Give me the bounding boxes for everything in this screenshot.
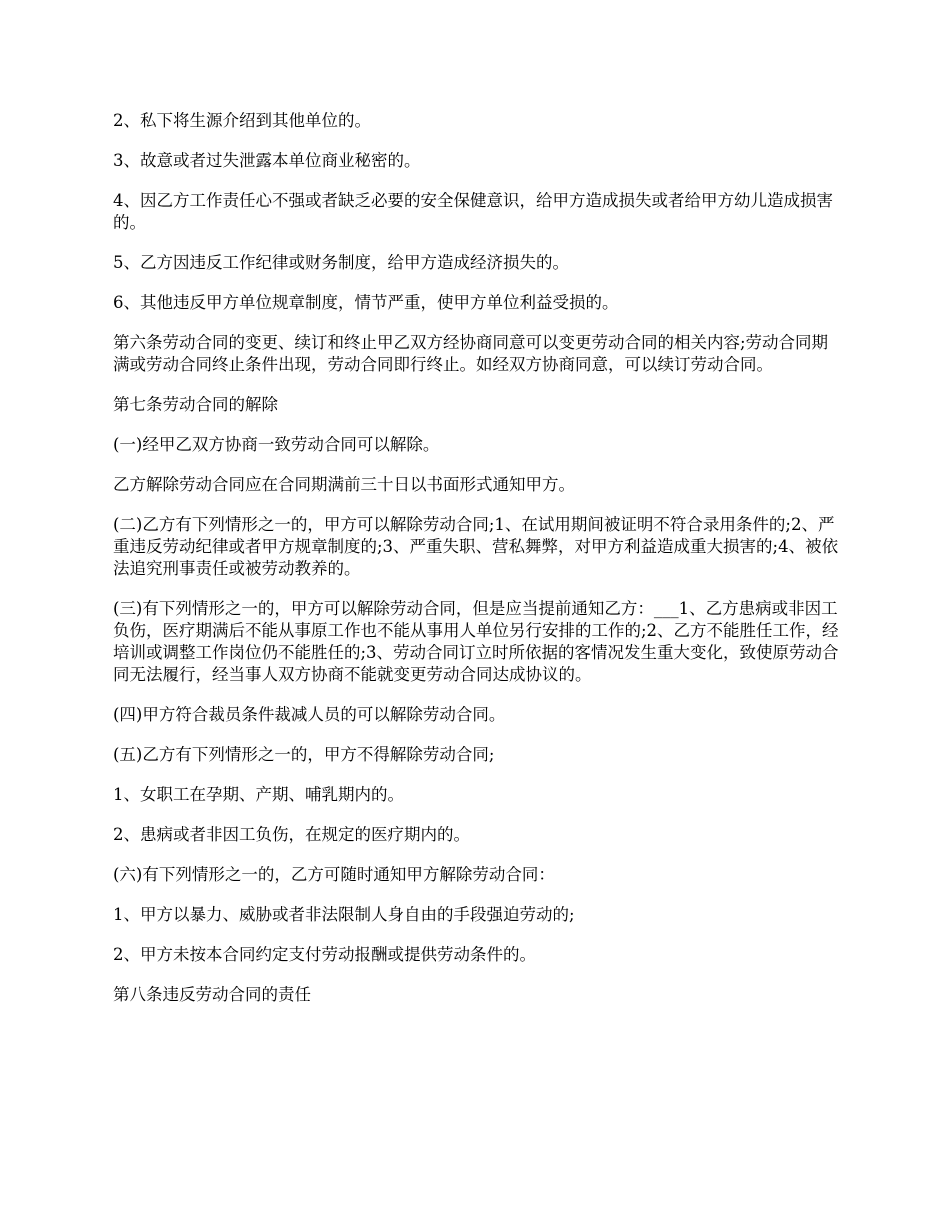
paragraph: (六)有下列情形之一的，乙方可随时通知甲方解除劳动合同： (113, 865, 555, 884)
paragraph: 5、乙方因违反工作纪律或财务制度，给甲方造成经济损失的。 (113, 253, 569, 272)
paragraph: 2、患病或者非因工负伤，在规定的医疗期内的。 (113, 825, 470, 844)
paragraph: 乙方解除劳动合同应在合同期满前三十日以书面形式通知甲方。 (113, 475, 575, 494)
paragraph: 第六条劳动合同的变更、续订和终止甲乙双方经协商同意可以变更劳动合同的相关内容;劳动合同期满或劳动合同终止条件出现，劳动合同即行终止。如经双方协商同意，可以续订劳动合同。 (113, 333, 829, 374)
paragraph: (四)甲方符合裁员条件裁减人员的可以解除劳动合同。 (113, 705, 506, 724)
paragraph: 4、因乙方工作责任心不强或者缺乏必要的安全保健意识，给甲方造成损失或者给甲方幼儿造成损害的。 (113, 191, 833, 232)
section-heading: 第七条劳动合同的解除 (113, 395, 278, 414)
paragraph: 1、女职工在孕期、产期、哺乳期内的。 (113, 785, 404, 804)
paragraph: 6、其他违反甲方单位规章制度，情节严重，使甲方单位利益受损的。 (113, 293, 619, 312)
section-heading: 第八条违反劳动合同的责任 (113, 985, 311, 1004)
paragraph: (三)有下列情形之一的，甲方可以解除劳动合同，但是应当提前通知乙方：___1、乙方患病或非因工负伤，医疗期满后不能从事原工作也不能从事用人单位另行安排的工作的;2、乙方不能胜任工作，经培训或调整工作岗位仍不能胜任的;3、劳动合同订立时所依据的客情况发生重大变化，致使原劳动合同无法履行，经当事人双方协商不能就变更劳动合同达成协议的。 (113, 599, 839, 684)
paragraph: (一)经甲乙双方协商一致劳动合同可以解除。 (113, 435, 440, 454)
paragraph: 2、私下将生源介绍到其他单位的。 (113, 111, 371, 130)
document-body (113, 110, 841, 1024)
paragraph: (二)乙方有下列情形之一的，甲方可以解除劳动合同;1、在试用期间被证明不符合录用条件的;2、严重违反劳动纪律或者甲方规章制度的;3、严重失职、营私舞弊，对甲方利益造成重大损害的;4、被依法追究刑事责任或被劳动教养的。 (113, 515, 839, 578)
paragraph: 2、甲方未按本合同约定支付劳动报酬或提供劳动条件的。 (113, 945, 536, 964)
paragraph: 1、甲方以暴力、威胁或者非法限制人身自由的手段强迫劳动的; (113, 905, 575, 924)
paragraph: (五)乙方有下列情形之一的，甲方不得解除劳动合同; (113, 745, 495, 764)
paragraph: 3、故意或者过失泄露本单位商业秘密的。 (113, 151, 421, 170)
